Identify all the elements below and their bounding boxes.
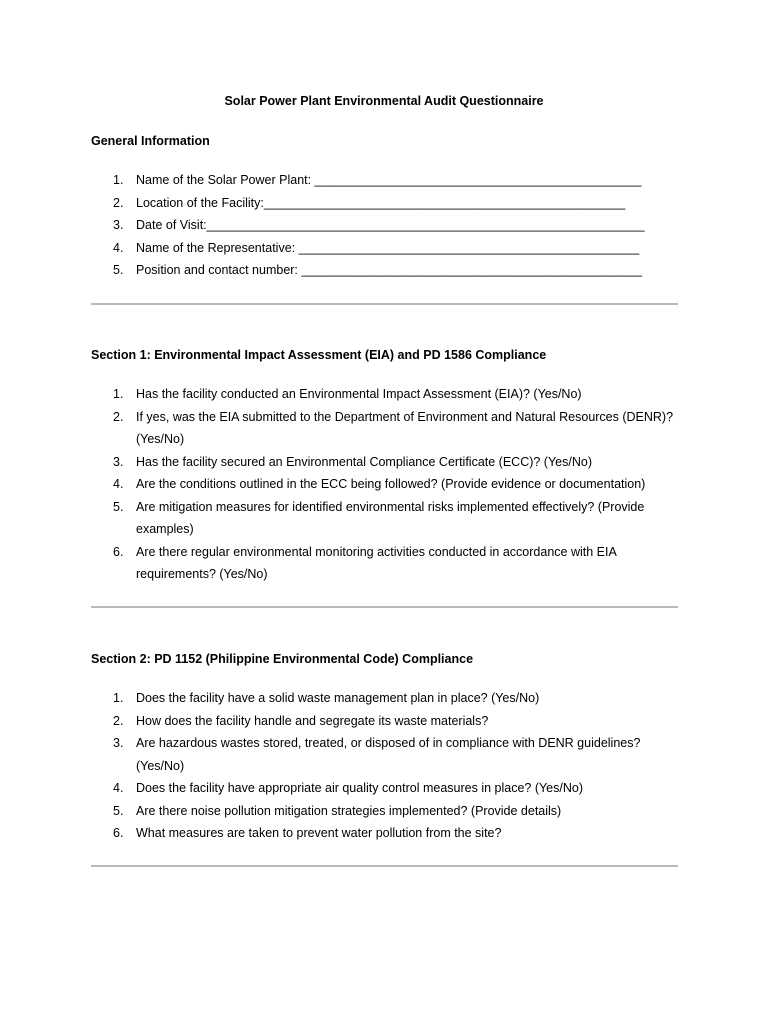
section-1-heading: Section 1: Environmental Impact Assessment (EIA) and PD 1586 Compliance bbox=[91, 348, 547, 362]
item-text: Are mitigation measures for identified environmental risks implemented effectively? (Provide examples) bbox=[136, 499, 645, 536]
item-text: Are there noise pollution mitigation strategies implemented? (Provide details) bbox=[136, 803, 562, 818]
list-item bbox=[0, 259, 768, 282]
list-item bbox=[0, 473, 768, 496]
item-number: 1. bbox=[113, 387, 124, 401]
list-item bbox=[0, 710, 768, 733]
document-title: Solar Power Plant Environmental Audit Questionnaire bbox=[224, 94, 544, 108]
item-number: 2. bbox=[113, 195, 124, 210]
item-number: 3. bbox=[113, 218, 124, 232]
item-number: 2. bbox=[113, 409, 124, 424]
list-item bbox=[0, 822, 768, 845]
list-item bbox=[0, 383, 768, 406]
list-item bbox=[0, 800, 768, 823]
general-information-list bbox=[0, 169, 768, 282]
item-text: Does the facility have a solid waste management plan in place? (Yes/No) bbox=[136, 691, 540, 705]
item-text: Are there regular environmental monitoring activities conducted in accordance with EIA requirements? (Yes/No) bbox=[136, 544, 617, 581]
section-2-list bbox=[0, 687, 768, 845]
section-divider bbox=[91, 303, 678, 305]
item-number: 4. bbox=[113, 240, 124, 255]
section-1-list bbox=[0, 383, 768, 586]
list-item bbox=[0, 451, 768, 474]
item-number: 3. bbox=[113, 454, 124, 469]
item-number: 6. bbox=[113, 544, 124, 559]
item-number: 5. bbox=[113, 499, 124, 514]
item-text: Does the facility have appropriate air quality control measures in place? (Yes/No) bbox=[136, 781, 583, 795]
item-text: Has the facility secured an Environmental Compliance Certificate (ECC)? (Yes/No) bbox=[136, 454, 592, 469]
list-item bbox=[0, 732, 768, 777]
item-number: 5. bbox=[113, 263, 124, 277]
item-text: If yes, was the EIA submitted to the Department of Environment and Natural Resources (DENR)? (Yes/No) bbox=[136, 409, 674, 446]
item-text: Name of the Representative: _________________________________________________ bbox=[136, 240, 640, 255]
general-information-heading: General Information bbox=[91, 134, 210, 148]
list-item bbox=[0, 541, 768, 586]
section-2-heading: Section 2: PD 1152 (Philippine Environmental Code) Compliance bbox=[91, 652, 474, 666]
item-number: 4. bbox=[113, 477, 124, 491]
list-item bbox=[0, 687, 768, 710]
list-item bbox=[0, 192, 768, 215]
item-text: Location of the Facility:____________________________________________________ bbox=[136, 195, 626, 210]
section-divider bbox=[91, 865, 678, 867]
list-item bbox=[0, 169, 768, 192]
item-text: How does the facility handle and segregate its waste materials? bbox=[136, 713, 489, 728]
item-number: 4. bbox=[113, 781, 124, 795]
item-number: 2. bbox=[113, 713, 124, 728]
item-text: Has the facility conducted an Environmental Impact Assessment (EIA)? (Yes/No) bbox=[136, 387, 582, 401]
item-number: 5. bbox=[113, 803, 124, 818]
item-text: Position and contact number: _________________________________________________ bbox=[136, 263, 643, 277]
item-number: 1. bbox=[113, 173, 124, 187]
section-divider bbox=[91, 606, 678, 608]
item-text: Name of the Solar Power Plant: _______________________________________________ bbox=[136, 173, 642, 187]
item-text: What measures are taken to prevent water pollution from the site? bbox=[136, 826, 502, 840]
item-number: 3. bbox=[113, 736, 124, 750]
item-number: 1. bbox=[113, 691, 124, 705]
list-item bbox=[0, 237, 768, 260]
item-text: Are hazardous wastes stored, treated, or disposed of in compliance with DENR guidelines? (Yes/No) bbox=[136, 736, 641, 773]
item-text: Are the conditions outlined in the ECC being followed? (Provide evidence or documentation) bbox=[136, 477, 646, 491]
item-number: 6. bbox=[113, 826, 124, 840]
list-item bbox=[0, 496, 768, 541]
list-item bbox=[0, 214, 768, 237]
list-item bbox=[0, 406, 768, 451]
item-text: Date of Visit:_______________________________________________________________ bbox=[136, 218, 645, 232]
list-item bbox=[0, 777, 768, 800]
